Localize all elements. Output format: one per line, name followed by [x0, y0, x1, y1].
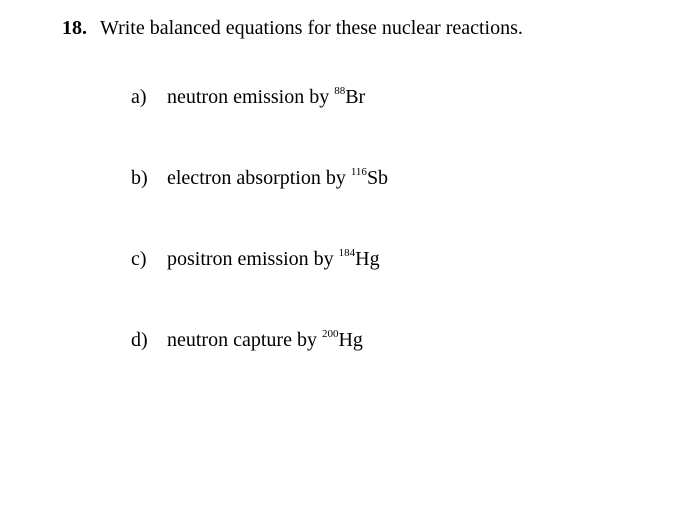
- part-label: c): [131, 248, 147, 270]
- part-c: [131, 246, 388, 272]
- part-text: neutron emission by: [167, 86, 330, 108]
- mass-number: 200: [321, 328, 339, 340]
- part-b: [131, 165, 388, 191]
- part-a: [131, 84, 388, 110]
- part-label: d): [131, 329, 148, 351]
- mass-number: 116: [350, 166, 367, 178]
- part-label: b): [131, 167, 148, 189]
- part-text: positron emission by: [167, 248, 334, 270]
- element-symbol: Hg: [355, 248, 380, 270]
- question-parts: [131, 84, 388, 408]
- element-symbol: Sb: [366, 167, 389, 189]
- part-text: neutron capture by: [167, 329, 317, 351]
- mass-number: 184: [338, 247, 356, 259]
- mass-number: 88: [334, 85, 346, 97]
- part-text: electron absorption by: [167, 167, 346, 189]
- question-number: 18.: [62, 17, 87, 39]
- element-symbol: Br: [345, 86, 366, 108]
- question: [62, 15, 523, 41]
- element-symbol: Hg: [338, 329, 363, 351]
- part-label: a): [131, 86, 147, 108]
- part-d: [131, 327, 388, 353]
- question-prompt: Write balanced equations for these nuclear reactions.: [100, 17, 523, 39]
